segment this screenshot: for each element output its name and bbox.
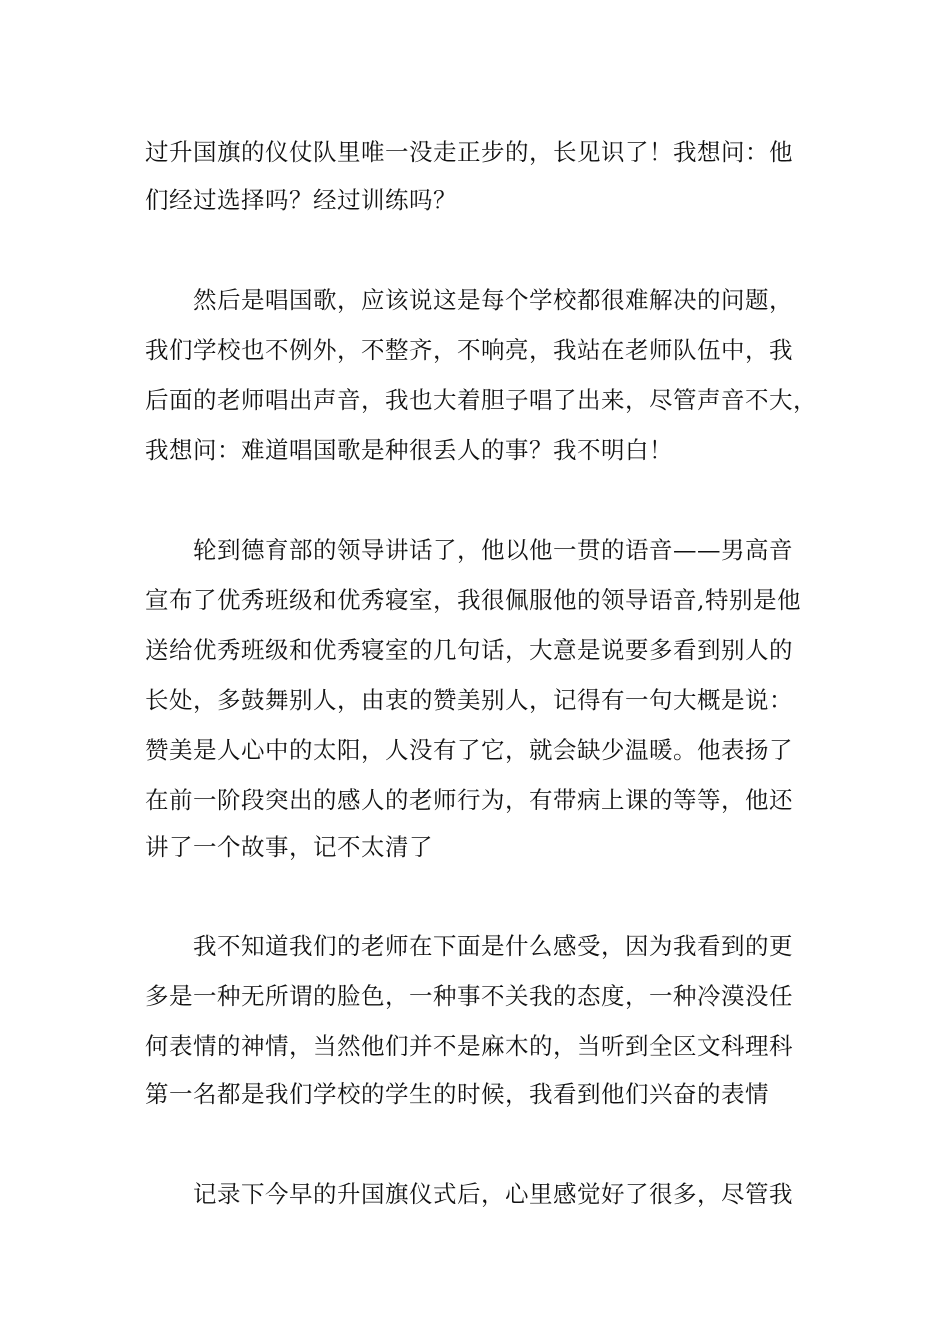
paragraph-1-line-1: 过升国旗的仪仗队里唯一没走正步的，长见识了！我想问：他 (145, 138, 793, 166)
paragraph-4-line-3: 何表情的神情，当然他们并不是麻木的，当听到全区文科理科 (145, 1032, 793, 1060)
paragraph-2-line-2: 我们学校也不例外，不整齐，不响亮，我站在老师队伍中，我 (145, 336, 793, 364)
paragraph-5-line-1: 记录下今早的升国旗仪式后，心里感觉好了很多，尽管我 (193, 1180, 793, 1208)
paragraph-4-line-1: 我不知道我们的老师在下面是什么感受，因为我看到的更 (193, 932, 793, 960)
paragraph-4-line-2: 多是一种无所谓的脸色，一种事不关我的态度，一种冷漠没任 (145, 982, 793, 1010)
paragraph-3-line-2: 宣布了优秀班级和优秀寝室，我很佩服他的领导语音,特别是他 (145, 586, 801, 614)
paragraph-1-line-2: 们经过选择吗？经过训练吗？ (145, 186, 457, 214)
paragraph-3-line-7: 讲了一个故事，记不太清了 (145, 833, 433, 861)
paragraph-3-line-5: 赞美是人心中的太阳，人没有了它，就会缺少温暖。他表扬了 (145, 736, 793, 764)
paragraph-2-line-3: 后面的老师唱出声音，我也大着胆子唱了出来，尽管声音不大， (145, 386, 817, 414)
paragraph-2-line-4: 我想问：难道唱国歌是种很丢人的事？我不明白！ (145, 436, 673, 464)
paragraph-2-line-1: 然后是唱国歌，应该说这是每个学校都很难解决的问题， (193, 286, 793, 314)
paragraph-3-line-1: 轮到德育部的领导讲话了，他以他一贯的语音——男高音 (193, 536, 793, 564)
paragraph-3-line-3: 送给优秀班级和优秀寝室的几句话，大意是说要多看到别人的 (145, 636, 793, 664)
paragraph-3-line-6: 在前一阶段突出的感人的老师行为，有带病上课的等等，他还 (145, 786, 793, 814)
paragraph-3-line-4: 长处，多鼓舞别人，由衷的赞美别人，记得有一句大概是说： (145, 686, 793, 714)
paragraph-4-line-4: 第一名都是我们学校的学生的时候，我看到他们兴奋的表情 (145, 1080, 769, 1108)
